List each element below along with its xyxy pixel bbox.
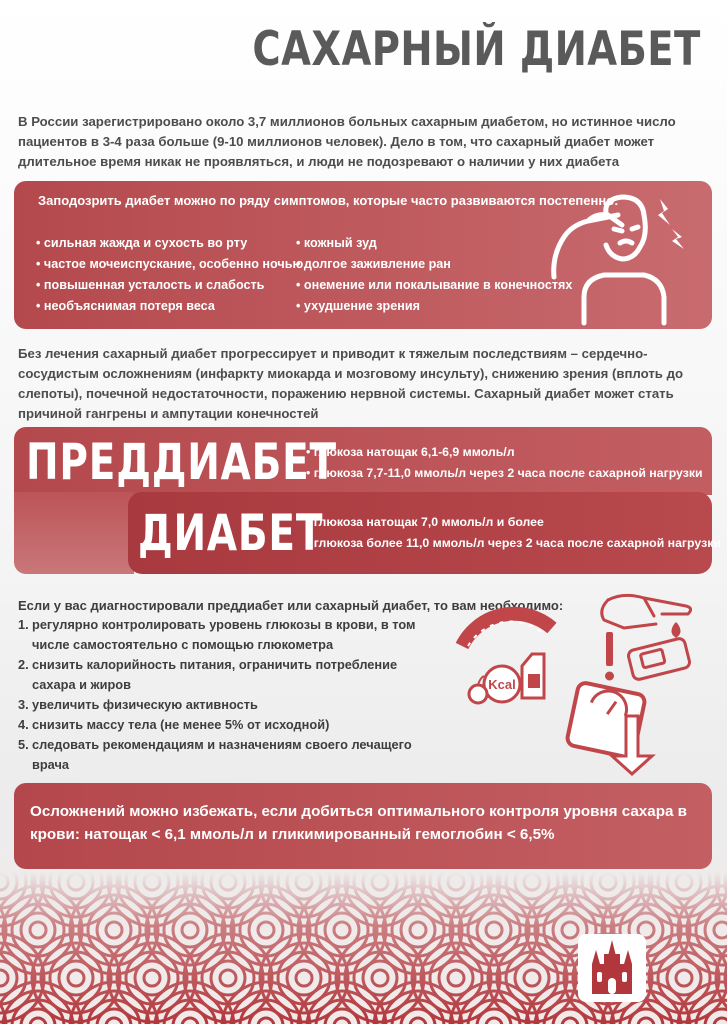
recommendations-intro: Если у вас диагностировали преддиабет или сахарный диабет, то вам необходимо: — [18, 598, 564, 613]
list-item: • частое мочеиспускание, особенно ночью — [36, 254, 303, 275]
page-title: САХАРНЫЙ ДИАБЕТ — [252, 22, 701, 77]
list-item: • повышенная усталость и слабость — [36, 275, 303, 296]
item-text: следовать рекомендациям и назначениям своего лечащего врача — [32, 737, 412, 772]
symptoms-intro: Заподозрить диабет можно по ряду симптомов, которые часто развиваются постепенно: — [38, 193, 619, 208]
headache-person-icon — [544, 185, 694, 327]
item-number: 4. — [18, 717, 29, 732]
list-item — [18, 655, 438, 695]
symptoms-list-left — [36, 233, 303, 317]
prediabetes-panel-tail — [14, 492, 134, 574]
list-item: • глюкоза натощак 7,0 ммоль/л и более — [306, 512, 721, 533]
diabetes-title: ДИАБЕТ — [138, 504, 324, 562]
glucometer-hand-icon — [602, 595, 691, 680]
item-number: 5. — [18, 737, 29, 752]
intro-paragraph: В России зарегистрировано около 3,7 миллионов больных сахарным диабетом, но истинное число пациентов в 3-4 раза больше (9-10 миллионов человек). Дело в том, что сахарный диабет может длительное время никак не проявляться, и люди не подозревают о наличии у них диабета — [18, 114, 676, 169]
list-item — [18, 735, 438, 775]
list-item: • глюкоза 7,7-11,0 ммоль/л через 2 часа после сахарной нагрузки — [306, 463, 703, 484]
list-item: • необъяснимая потеря веса — [36, 296, 303, 317]
item-text: снизить калорийность питания, ограничить потребление сахара и жиров — [32, 657, 398, 692]
item-text: увеличить физическую активность — [32, 697, 258, 712]
diabetes-criteria — [306, 512, 721, 554]
list-item: • сильная жажда и сухость во рту — [36, 233, 303, 254]
item-number: 3. — [18, 697, 29, 712]
item-number: 1. — [18, 617, 29, 632]
item-text: регулярно контролировать уровень глюкозы в крови, в том числе самостоятельно с помощью глюкометра — [32, 617, 416, 652]
list-item: • кожный зуд — [296, 233, 572, 254]
list-item — [18, 695, 438, 715]
list-item — [18, 715, 438, 735]
prediabetes-title: ПРЕДДИАБЕТ — [26, 433, 337, 491]
conclusion-text: Осложнений можно избежать, если добиться оптимального контроля уровня сахара в крови: натощак < 6,1 ммоль/л и гликимированный гемоглобин < 6,5% — [30, 803, 687, 843]
exclamation-icon — [605, 632, 614, 681]
list-item: • долгое заживление ран — [296, 254, 572, 275]
list-item — [18, 615, 438, 655]
symptoms-list-right — [296, 233, 572, 317]
list-item: • глюкоза более 11,0 ммоль/л через 2 часа после сахарной нагрузки — [306, 533, 721, 554]
list-item: • глюкоза натощак 6,1-6,9 ммоль/л — [306, 442, 703, 463]
kcal-label: Kcal — [488, 677, 516, 692]
cathedral-logo-icon — [578, 934, 646, 1002]
list-item: • ухудшение зрения — [296, 296, 572, 317]
consequences-paragraph: Без лечения сахарный диабет прогрессирует и приводит к тяжелым последствиям – сердечно-сосудистым осложнениям (инфаркту миокарда и мозговому инсульту), снижению зрения (вплоть до слепоты), почечной недостаточности, поражению нервной системы. Сахарный диабет может стать причиной гангрены и ампутации конечностей — [18, 346, 683, 421]
item-number: 2. — [18, 657, 29, 672]
item-text: снизить массу тела (не менее 5% от исходной) — [32, 717, 330, 732]
milk-carton-icon — [522, 654, 544, 698]
recommendations-list — [18, 615, 438, 775]
symptoms-panel — [14, 181, 712, 329]
recommendations-illustration — [448, 588, 718, 778]
prediabetes-criteria — [306, 442, 703, 484]
list-item: • онемение или покалывание в конечностях — [296, 275, 572, 296]
